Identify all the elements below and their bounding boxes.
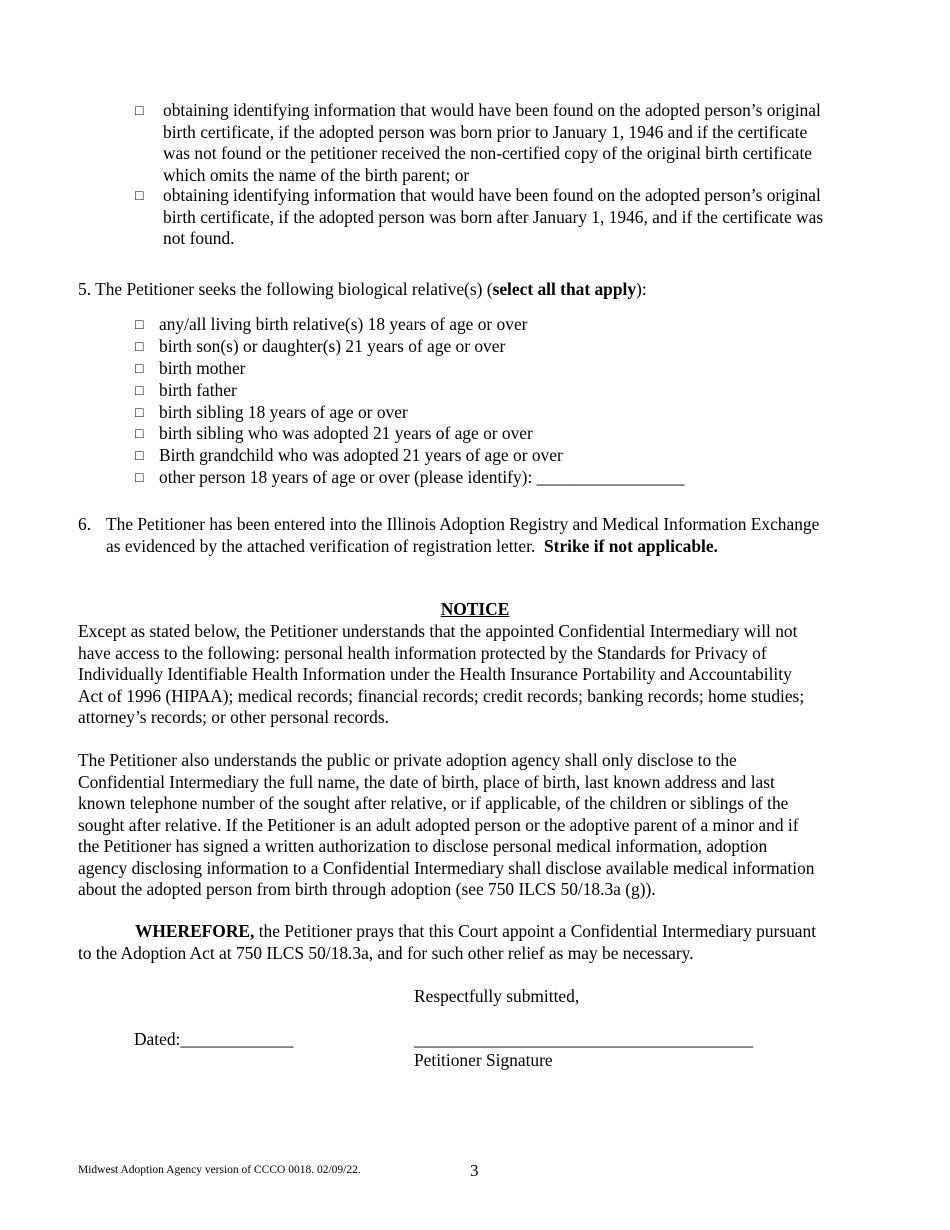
option-line: not found. <box>163 228 235 248</box>
signature-line[interactable]: _______________________________________ <box>414 1029 754 1049</box>
relative-option <box>135 402 835 424</box>
paragraph-line: about the adopted person from birth through adoption (see 750 ILCS 50/18.3a (g)). <box>78 879 656 899</box>
option-line: which omits the name of the birth parent; or <box>163 164 470 185</box>
checkbox[interactable]: □ <box>135 427 144 443</box>
checkbox[interactable]: □ <box>135 104 144 119</box>
relative-option-label: any/all living birth relative(s) 18 years of age or over <box>159 314 528 334</box>
relative-option <box>135 336 835 358</box>
relative-option <box>135 314 835 336</box>
paragraph-line: sought after relative. If the Petitioner is an adult adopted person or the adoptive parent of a minor and if <box>78 814 799 835</box>
wherefore-line2: to the Adoption Act at 750 ILCS 50/18.3a, and for such other relief as may be necessary. <box>78 942 694 963</box>
paragraph-line: known telephone number of the sought after relative, or if applicable, of the children or siblings of the <box>78 793 789 813</box>
item5-number: 5. <box>78 279 92 299</box>
item4-option-1 <box>135 100 875 186</box>
item6-line2: as evidenced by the attached verification of registration letter. <box>106 535 536 556</box>
wherefore-paragraph <box>78 921 873 964</box>
item6-strike-note: Strike if not applicable. <box>543 535 718 556</box>
option-line: birth certificate, if the adopted person was born prior to January 1, 1946 and if the certificate <box>163 121 808 142</box>
checkbox[interactable]: □ <box>135 405 144 421</box>
checkbox[interactable]: □ <box>135 383 144 399</box>
item6 <box>78 514 878 557</box>
notice-paragraph-1 <box>78 621 873 729</box>
paragraph-line: have access to the following: personal health information protected by the Standards for Privacy of <box>78 642 767 663</box>
item6-number: 6. <box>78 514 92 534</box>
item5-bold: select all that apply <box>492 279 637 299</box>
paragraph-line: Except as stated below, the Petitioner understands that the appointed Confidential Intermediary will not <box>78 621 798 641</box>
footer-version: Midwest Adoption Agency version of CCCO 0018. 02/09/22. <box>78 1164 361 1176</box>
relative-option-label: birth mother <box>159 357 246 378</box>
item5-text-end: ): <box>636 279 647 299</box>
signature-label: Petitioner Signature <box>414 1050 553 1070</box>
paragraph-line: Individually Identifiable Health Information under the Health Insurance Portability and Accountability <box>78 664 792 684</box>
paragraph-line: Confidential Intermediary the full name, the date of birth, place of birth, last known address and last <box>78 771 775 792</box>
paragraph-line: The Petitioner also understands the public or private adoption agency shall only disclose to the <box>78 750 737 770</box>
item5-text: The Petitioner seeks the following biological relative(s) ( <box>95 279 493 299</box>
relative-option-label: birth son(s) or daughter(s) 21 years of age or over <box>159 335 506 356</box>
checkbox[interactable]: □ <box>135 449 144 465</box>
checkbox[interactable]: □ <box>135 471 144 487</box>
relative-option <box>135 445 835 467</box>
checkbox[interactable]: □ <box>135 339 144 355</box>
relative-option <box>135 423 835 445</box>
checkbox[interactable]: □ <box>135 189 144 204</box>
notice-title: NOTICE <box>440 599 510 619</box>
dated-field[interactable]: Dated:_____________ <box>134 1029 294 1049</box>
relative-option <box>135 380 835 402</box>
relative-option-label: birth sibling 18 years of age or over <box>159 401 408 422</box>
paragraph-line: the Petitioner has signed a written authorization to disclose personal medical information, adoption <box>78 836 768 856</box>
option-line: was not found or the petitioner received the non-certified copy of the original birth certificate <box>163 143 812 163</box>
paragraph-line: agency disclosing information to a Confidential Intermediary shall disclose available medical information <box>78 857 815 878</box>
item5-heading <box>78 279 647 301</box>
wherefore-line1: the Petitioner prays that this Court appoint a Confidential Intermediary pursuant <box>254 921 817 941</box>
notice-paragraph-2 <box>78 750 873 901</box>
option-line: obtaining identifying information that would have been found on the adopted person’s original <box>163 100 821 120</box>
paragraph-line: attorney’s records; or other personal records. <box>78 707 389 727</box>
paragraph-line: Act of 1996 (HIPAA); medical records; financial records; credit records; banking records; home studies; <box>78 685 805 706</box>
item4-option-2 <box>135 185 875 250</box>
relative-options-list <box>135 314 835 489</box>
checkbox[interactable]: □ <box>135 361 144 377</box>
relative-option-label: birth sibling who was adopted 21 years of age or over <box>159 423 533 444</box>
option-line: birth certificate, if the adopted person was born after January 1, 1946, and if the certificate was <box>163 206 824 227</box>
relative-option <box>135 467 835 489</box>
relative-option <box>135 358 835 380</box>
relative-option-other[interactable]: other person 18 years of age or over (please identify): _________________ <box>159 467 685 488</box>
wherefore-bold: WHEREFORE, <box>135 921 255 941</box>
page-number: 3 <box>470 1161 479 1180</box>
relative-option-label: Birth grandchild who was adopted 21 years of age or over <box>159 445 563 466</box>
checkbox[interactable]: □ <box>135 318 144 333</box>
option-line: obtaining identifying information that would have been found on the adopted person’s original <box>163 185 821 205</box>
relative-option-label: birth father <box>159 379 237 400</box>
item6-line1: The Petitioner has been entered into the Illinois Adoption Registry and Medical Information Exchange <box>106 514 820 534</box>
respectfully-submitted: Respectfully submitted, <box>414 986 580 1006</box>
